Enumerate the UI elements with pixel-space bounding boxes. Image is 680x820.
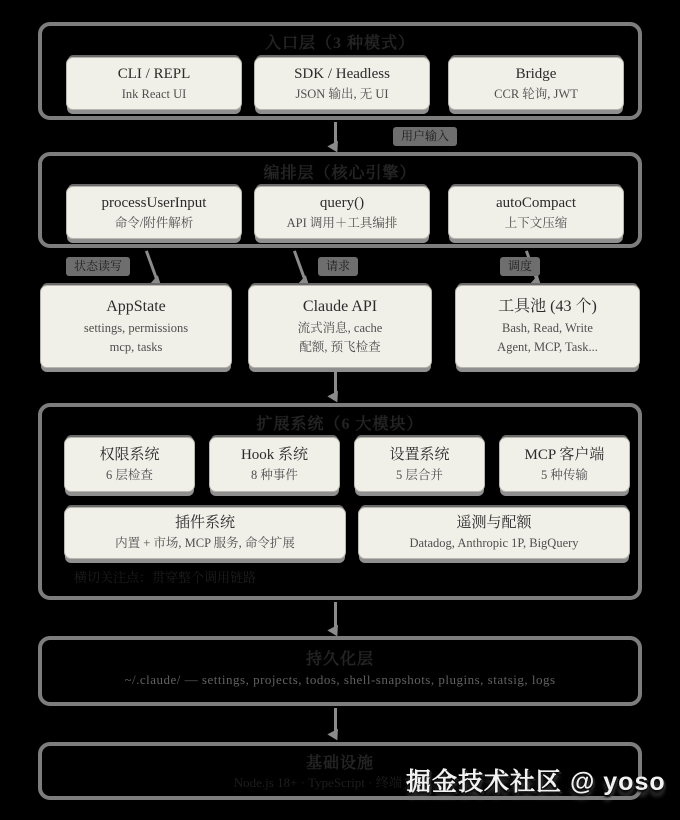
card-subtitle: 6 层检查 [106,467,153,482]
card-subtitle: JSON 输出, 无 UI [295,86,389,101]
card-subtitle: CCR 轮询, JWT [494,86,578,101]
layer-infrastructure-title: 基础设施 [305,755,374,772]
card-permission-system [64,437,195,492]
card-settings-system [354,437,485,492]
card-subtitle: 8 种事件 [251,467,298,482]
card-subtitle: Ink React UI [121,86,187,101]
card-tool-pool [455,285,640,368]
card-title: processUserInput [101,194,207,211]
card-line-1: 流式消息, cache [297,320,383,335]
layer-extensions-title: 扩展系统（6 大模块） [256,416,424,433]
layer-orchestration [38,152,642,248]
card-app-state [40,285,232,368]
layer-persistence-title: 持久化层 [305,651,374,668]
card-subtitle: API 调用＋工具编排 [286,215,398,230]
card-hook-system [209,437,340,492]
card-title: autoCompact [496,194,576,211]
card-line-2: 配额, 预飞检查 [299,340,381,355]
layer-entry [38,22,642,120]
card-subtitle: 上下文压缩 [504,215,568,230]
arrow-down-icon [334,602,337,628]
card-title: 工具池 (43 个) [498,298,597,316]
card-subtitle: 内置 + 市场, MCP 服务, 命令扩展 [115,536,295,551]
arrow-down-icon [334,708,337,732]
edge-label-state: 状态读写 [66,257,130,276]
card-title: 权限系统 [99,446,160,463]
card-process-user-input [66,186,242,239]
card-subtitle: Datadog, Anthropic 1P, BigQuery [409,536,579,551]
card-title: Hook 系统 [240,446,309,463]
card-line-2: mcp, tasks [109,340,163,355]
card-bridge [448,57,624,110]
card-title: AppState [106,298,166,316]
card-claude-api [248,285,432,368]
edge-label-user-input: 用户输入 [393,127,457,146]
card-title: 插件系统 [174,515,235,532]
card-telemetry-quota [358,507,630,559]
card-line-1: Bash, Read, Write [502,320,593,335]
card-title: Claude API [302,298,378,316]
card-title: query() [319,194,365,211]
card-auto-compact [448,186,624,239]
layer-entry-title: 入口层（3 种模式） [264,35,415,52]
arrow-down-icon [293,250,306,279]
card-title: SDK / Headless [294,65,390,82]
card-query [254,186,430,239]
edge-label-request: 请求 [318,257,358,276]
card-subtitle: 命令/附件解析 [114,215,194,230]
extensions-footnote: 横切关注点：贯穿整个调用链路 [74,570,257,585]
card-subtitle: 5 种传输 [541,467,588,482]
watermark: 掘金技术社区 @ yoso [406,768,666,796]
edge-label-dispatch: 调度 [500,257,540,276]
layer-persistence [38,636,642,706]
card-title: CLI / REPL [117,65,191,82]
card-mcp-client [499,437,630,492]
arrow-down-icon [334,372,337,394]
card-title: 遥测与配额 [456,515,532,532]
card-plugin-system [64,507,346,559]
infrastructure-content: Node.js 18+ · TypeScript · 终端 TTY [233,775,431,790]
card-title: 设置系统 [389,446,450,463]
card-cli-repl [66,57,242,110]
card-title: Bridge [515,65,557,82]
persistence-content: ~/.claude/ — settings, projects, todos, shell-snapshots, plugins, statsig, logs [124,672,556,687]
card-subtitle: 5 层合并 [396,467,443,482]
card-line-1: settings, permissions [83,320,189,335]
card-title: MCP 客户端 [524,446,605,463]
arrow-down-icon [334,122,337,144]
card-line-2: Agent, MCP, Task... [497,340,598,355]
layer-extensions [38,403,642,600]
card-sdk-headless [254,57,430,110]
layer-orchestration-title: 编排层（核心引擎） [263,165,417,182]
arrow-down-icon [145,250,158,279]
